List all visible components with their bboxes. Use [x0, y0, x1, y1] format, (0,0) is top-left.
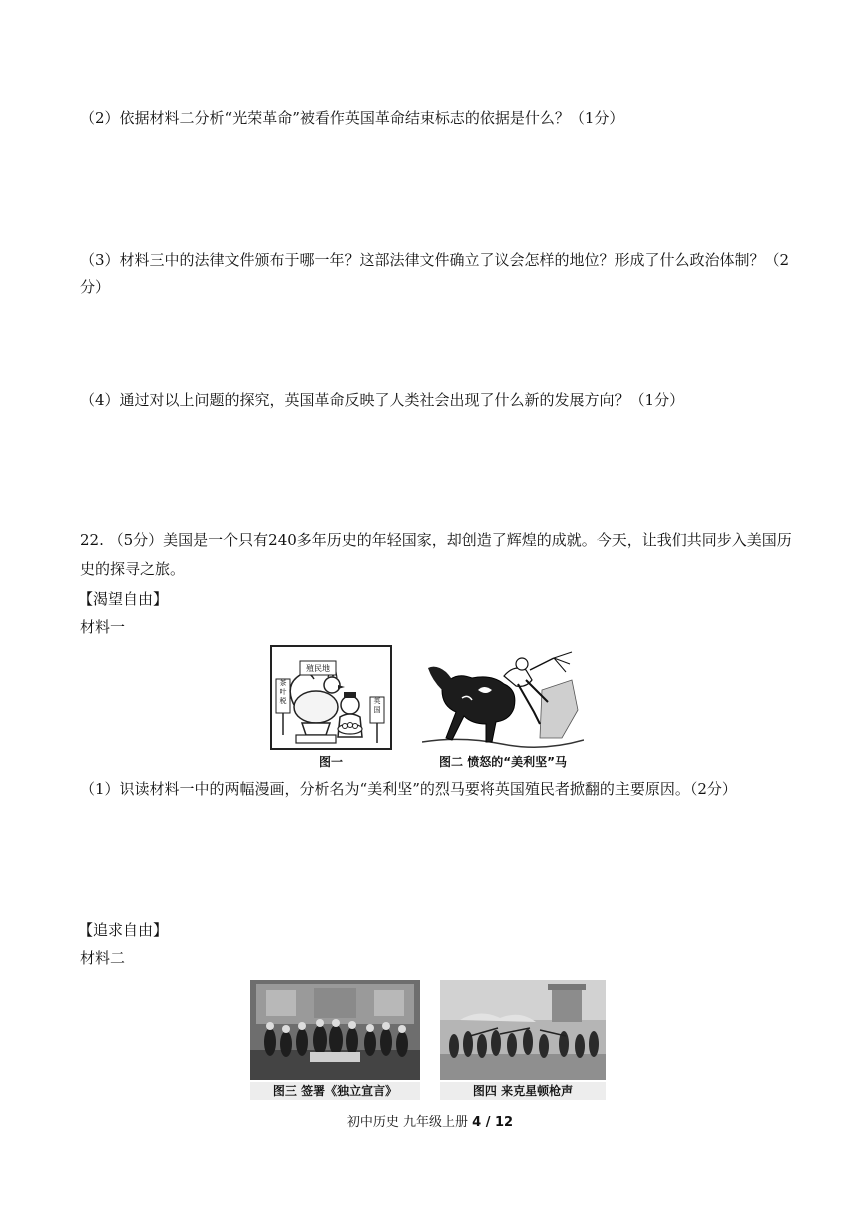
figure-4-caption: 图四 来克星顿枪声 — [440, 1082, 606, 1100]
figure-1-caption: 图一 — [318, 755, 343, 769]
question-2: （2）依据材料二分析“光荣革命”被看作英国革命结束标志的依据是什么？（1分） — [80, 109, 625, 127]
material-2-label: 材料二 — [80, 949, 126, 967]
figure-3-declaration-signing-image — [250, 980, 420, 1080]
figure-1-left-sign-text: 茶叶税 — [279, 679, 287, 705]
material-1-label: 材料一 — [80, 618, 126, 636]
figure-1-cartoon-image — [270, 645, 392, 750]
figure-2-horse-image — [422, 650, 584, 750]
section-heading-longing-for-freedom: 【渴望自由】 — [78, 590, 169, 608]
question-4: （4）通过对以上问题的探究，英国革命反映了人类社会出现了什么新的发展方向？（1分） — [80, 391, 685, 409]
figure-4-lexington-gunfire-image — [440, 980, 606, 1080]
figure-3 — [250, 980, 420, 1102]
page-footer — [0, 1114, 860, 1132]
section-heading-pursuing-freedom: 【追求自由】 — [78, 921, 169, 939]
page-number-total: 12 — [495, 1115, 514, 1130]
figure-1 — [270, 645, 392, 769]
figure-3-caption: 图三 签署《独立宣言》 — [250, 1082, 420, 1100]
figure-2 — [422, 650, 584, 769]
page-number-separator: / — [481, 1115, 496, 1130]
figure-1-right-sign-text: 英国 — [373, 697, 381, 714]
figure-2-caption: 图二 愤怒的“美利坚”马 — [439, 755, 567, 769]
page-number-current: 4 — [472, 1115, 482, 1130]
figure-4 — [440, 980, 606, 1102]
question-22-1: （1）识读材料一中的两幅漫画，分析名为“美利坚”的烈马要将英国殖民者掀翻的主要原因。（2分） — [80, 780, 737, 798]
question-3-line-1: （3）材料三中的法律文件颁布于哪一年？这部法律文件确立了议会怎样的地位？形成了什么政治体制？（2 — [80, 251, 790, 269]
figure-1-hen-label: 殖民地 — [306, 664, 330, 673]
question-22-intro: 22. （5分）美国是一个只有240多年历史的年轻国家，却创造了辉煌的成就。今天，让我们共同步入美国历史的探寻之旅。 — [80, 531, 792, 578]
question-3-line-2: 分） — [80, 278, 111, 296]
footer-text: 初中历史 九年级上册 — [346, 1115, 469, 1130]
